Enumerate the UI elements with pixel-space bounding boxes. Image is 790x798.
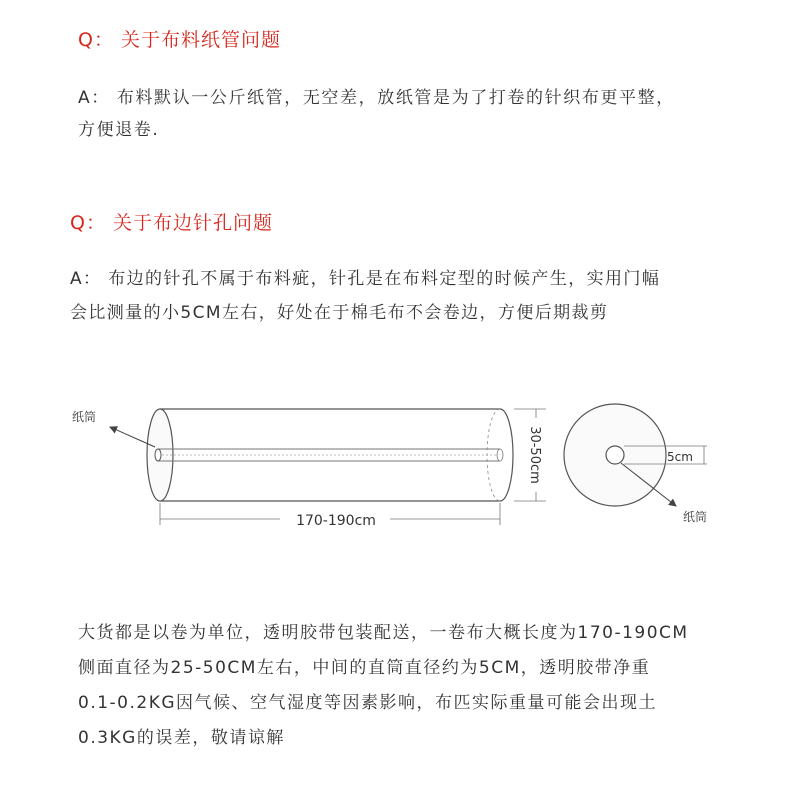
core-diameter-label: 5cm bbox=[667, 450, 693, 464]
faq-answer-2-line-1: A： 布边的针孔不属于布料疵，针孔是在布料定型的时候产生，实用门幅 bbox=[70, 269, 661, 289]
faq-answer-2-line-2: 会比测量的小5CM左右，好处在于棉毛布不会卷边，方便后期裁剪 bbox=[70, 303, 609, 323]
length-label: 170-190cm bbox=[296, 513, 376, 529]
faq-answer-2 bbox=[70, 262, 730, 330]
diameter-label: 30-50cm bbox=[527, 426, 542, 484]
roll-side-view bbox=[147, 409, 513, 501]
tube-label-left: 纸筒 bbox=[72, 410, 97, 424]
summary-line-1: 大货都是以卷为单位，透明胶带包装配送，一卷布大概长度为170-190CM bbox=[78, 623, 689, 643]
summary-line-2: 侧面直径为25-50CM左右，中间的直筒直径约为5CM，透明胶带净重 bbox=[78, 658, 651, 678]
faq-question-2: Q： 关于布边针孔问题 bbox=[70, 212, 273, 234]
fabric-roll-diagram bbox=[0, 390, 790, 540]
summary-line-4: 0.3KG的误差，敬请谅解 bbox=[78, 728, 285, 748]
faq-question-1: Q： 关于布料纸管问题 bbox=[78, 29, 281, 51]
summary-line-3: 0.1-0.2KG因气候、空气湿度等因素影响，布匹实际重量可能会出现土 bbox=[78, 693, 658, 713]
faq-answer-1 bbox=[78, 82, 718, 146]
tube-label-right: 纸筒 bbox=[683, 510, 708, 524]
summary-text bbox=[78, 616, 758, 756]
faq-answer-1-line-1: A： 布料默认一公斤纸管，无空差，放纸管是为了打卷的针织布更平整， bbox=[78, 88, 675, 108]
faq-answer-1-line-2: 方便退卷. bbox=[78, 120, 160, 140]
